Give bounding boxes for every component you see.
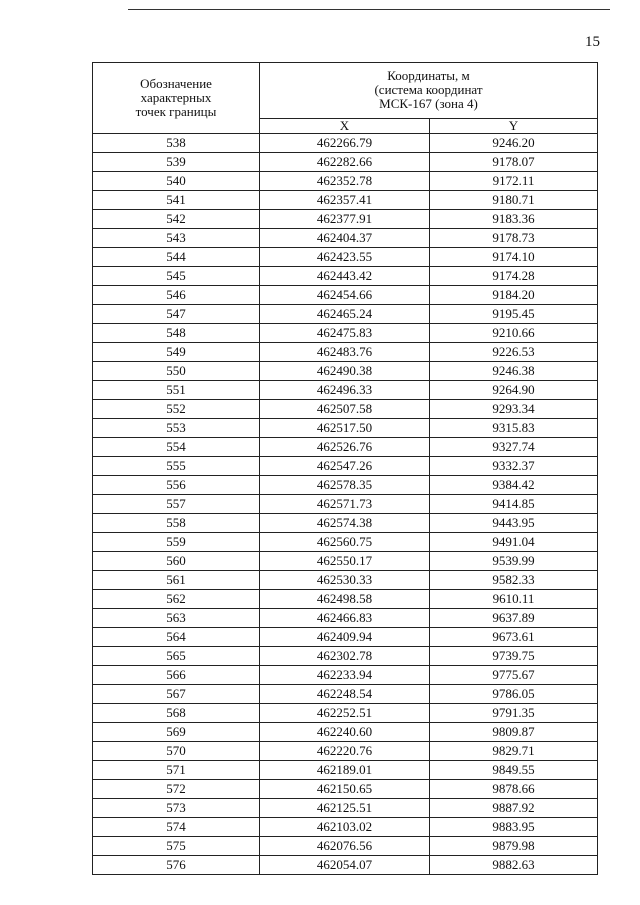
y-coordinate-cell: 9195.45: [430, 305, 598, 324]
point-id-cell: 572: [93, 780, 260, 799]
y-coordinate-cell: 9178.07: [430, 153, 598, 172]
table-row: [93, 704, 598, 723]
y-column-header: Y: [430, 118, 598, 133]
x-coordinate-cell: 462233.94: [260, 666, 430, 685]
y-coordinate-cell: 9184.20: [430, 286, 598, 305]
point-id-cell: 568: [93, 704, 260, 723]
point-id-cell: 553: [93, 419, 260, 438]
table-row: [93, 647, 598, 666]
coords-header-line: Координаты, м: [387, 68, 470, 84]
table-row: [93, 248, 598, 267]
point-id-cell: 566: [93, 666, 260, 685]
table-header: [93, 63, 598, 134]
table-row: [93, 362, 598, 381]
y-coordinate-cell: 9246.38: [430, 362, 598, 381]
x-coordinate-cell: 462466.83: [260, 609, 430, 628]
y-coordinate-cell: 9226.53: [430, 343, 598, 362]
y-coordinate-cell: 9264.90: [430, 381, 598, 400]
point-header-line: точек границы: [135, 104, 217, 119]
y-coordinate-cell: 9539.99: [430, 552, 598, 571]
y-coordinate-cell: 9883.95: [430, 818, 598, 837]
point-id-cell: 551: [93, 381, 260, 400]
point-id-cell: 548: [93, 324, 260, 343]
table-row: [93, 685, 598, 704]
point-id-cell: 545: [93, 267, 260, 286]
x-coordinate-cell: 462266.79: [260, 134, 430, 153]
point-id-cell: 557: [93, 495, 260, 514]
table-row: [93, 495, 598, 514]
x-column-header: X: [260, 118, 430, 133]
point-id-cell: 556: [93, 476, 260, 495]
top-rule: [128, 9, 610, 10]
y-coordinate-cell: 9183.36: [430, 210, 598, 229]
x-coordinate-cell: 462125.51: [260, 799, 430, 818]
y-coordinate-cell: 9246.20: [430, 134, 598, 153]
table-row: [93, 628, 598, 647]
y-coordinate-cell: 9887.92: [430, 799, 598, 818]
point-id-cell: 554: [93, 438, 260, 457]
x-coordinate-cell: 462423.55: [260, 248, 430, 267]
y-coordinate-cell: 9174.28: [430, 267, 598, 286]
x-coordinate-cell: 462443.42: [260, 267, 430, 286]
x-coordinate-cell: 462454.66: [260, 286, 430, 305]
y-coordinate-cell: 9210.66: [430, 324, 598, 343]
point-id-cell: 539: [93, 153, 260, 172]
x-coordinate-cell: 462475.83: [260, 324, 430, 343]
point-id-cell: 571: [93, 761, 260, 780]
coords-header-line: МСК-167 (зона 4): [379, 96, 478, 112]
y-coordinate-cell: 9414.85: [430, 495, 598, 514]
table-row: [93, 172, 598, 191]
table-row: [93, 210, 598, 229]
point-id-cell: 563: [93, 609, 260, 628]
y-coordinate-cell: 9809.87: [430, 723, 598, 742]
table-row: [93, 514, 598, 533]
table-row: [93, 343, 598, 362]
x-coordinate-cell: 462357.41: [260, 191, 430, 210]
y-coordinate-cell: 9739.75: [430, 647, 598, 666]
x-coordinate-cell: 462352.78: [260, 172, 430, 191]
point-id-cell: 549: [93, 343, 260, 362]
table-row: [93, 666, 598, 685]
y-coordinate-cell: 9673.61: [430, 628, 598, 647]
y-coordinate-cell: 9829.71: [430, 742, 598, 761]
x-coordinate-cell: 462550.17: [260, 552, 430, 571]
table-row: [93, 324, 598, 343]
table-row: [93, 476, 598, 495]
point-header-line: характерных: [140, 90, 212, 105]
y-coordinate-cell: 9879.98: [430, 837, 598, 856]
point-id-cell: 544: [93, 248, 260, 267]
table-row: [93, 286, 598, 305]
point-id-cell: 552: [93, 400, 260, 419]
table-row: [93, 191, 598, 210]
x-coordinate-cell: 462302.78: [260, 647, 430, 666]
x-coordinate-cell: 462220.76: [260, 742, 430, 761]
x-coordinate-cell: 462560.75: [260, 533, 430, 552]
point-id-cell: 564: [93, 628, 260, 647]
coordinates-column-header: [260, 63, 598, 119]
point-id-cell: 543: [93, 229, 260, 248]
table-row: [93, 229, 598, 248]
table-row: [93, 134, 598, 153]
point-id-cell: 569: [93, 723, 260, 742]
table-row: [93, 457, 598, 476]
table-row: [93, 419, 598, 438]
table-row: [93, 609, 598, 628]
y-coordinate-cell: 9315.83: [430, 419, 598, 438]
x-coordinate-cell: 462076.56: [260, 837, 430, 856]
point-id-cell: 559: [93, 533, 260, 552]
x-coordinate-cell: 462526.76: [260, 438, 430, 457]
table-row: [93, 552, 598, 571]
y-coordinate-cell: 9582.33: [430, 571, 598, 590]
table-row: [93, 305, 598, 324]
table-row: [93, 818, 598, 837]
point-id-cell: 547: [93, 305, 260, 324]
x-coordinate-cell: 462252.51: [260, 704, 430, 723]
x-coordinate-cell: 462404.37: [260, 229, 430, 248]
table-row: [93, 381, 598, 400]
table-row: [93, 799, 598, 818]
table-row: [93, 267, 598, 286]
table-row: [93, 837, 598, 856]
y-coordinate-cell: 9610.11: [430, 590, 598, 609]
y-coordinate-cell: 9180.71: [430, 191, 598, 210]
point-id-cell: 562: [93, 590, 260, 609]
y-coordinate-cell: 9443.95: [430, 514, 598, 533]
x-coordinate-cell: 462377.91: [260, 210, 430, 229]
x-coordinate-cell: 462409.94: [260, 628, 430, 647]
point-id-cell: 542: [93, 210, 260, 229]
y-coordinate-cell: 9178.73: [430, 229, 598, 248]
x-coordinate-cell: 462498.58: [260, 590, 430, 609]
point-id-cell: 576: [93, 856, 260, 875]
coords-header-line: (система координат: [374, 82, 483, 98]
table-row: [93, 856, 598, 875]
point-id-cell: 560: [93, 552, 260, 571]
y-coordinate-cell: 9637.89: [430, 609, 598, 628]
table-row: [93, 571, 598, 590]
table-row: [93, 153, 598, 172]
x-coordinate-cell: 462150.65: [260, 780, 430, 799]
x-coordinate-cell: 462517.50: [260, 419, 430, 438]
table-row: [93, 723, 598, 742]
point-id-cell: 540: [93, 172, 260, 191]
point-id-cell: 546: [93, 286, 260, 305]
table-row: [93, 400, 598, 419]
point-id-cell: 574: [93, 818, 260, 837]
y-coordinate-cell: 9172.11: [430, 172, 598, 191]
x-coordinate-cell: 462547.26: [260, 457, 430, 476]
x-coordinate-cell: 462507.58: [260, 400, 430, 419]
point-id-cell: 561: [93, 571, 260, 590]
x-coordinate-cell: 462571.73: [260, 495, 430, 514]
x-coordinate-cell: 462496.33: [260, 381, 430, 400]
y-coordinate-cell: 9332.37: [430, 457, 598, 476]
y-coordinate-cell: 9775.67: [430, 666, 598, 685]
y-coordinate-cell: 9882.63: [430, 856, 598, 875]
x-coordinate-cell: 462530.33: [260, 571, 430, 590]
point-id-cell: 567: [93, 685, 260, 704]
x-coordinate-cell: 462054.07: [260, 856, 430, 875]
point-id-cell: 555: [93, 457, 260, 476]
y-coordinate-cell: 9786.05: [430, 685, 598, 704]
point-id-cell: 538: [93, 134, 260, 153]
x-coordinate-cell: 462103.02: [260, 818, 430, 837]
table-body: [93, 134, 598, 875]
table-row: [93, 533, 598, 552]
point-id-cell: 558: [93, 514, 260, 533]
page-number: 15: [585, 34, 600, 50]
point-id-cell: 575: [93, 837, 260, 856]
x-coordinate-cell: 462578.35: [260, 476, 430, 495]
x-coordinate-cell: 462282.66: [260, 153, 430, 172]
y-coordinate-cell: 9293.34: [430, 400, 598, 419]
x-coordinate-cell: 462465.24: [260, 305, 430, 324]
y-coordinate-cell: 9384.42: [430, 476, 598, 495]
x-coordinate-cell: 462483.76: [260, 343, 430, 362]
point-id-cell: 573: [93, 799, 260, 818]
point-id-cell: 541: [93, 191, 260, 210]
table-row: [93, 761, 598, 780]
x-coordinate-cell: 462248.54: [260, 685, 430, 704]
y-coordinate-cell: 9849.55: [430, 761, 598, 780]
point-id-cell: 570: [93, 742, 260, 761]
point-id-cell: 565: [93, 647, 260, 666]
coordinates-table: [92, 62, 598, 875]
point-id-cell: 550: [93, 362, 260, 381]
y-coordinate-cell: 9791.35: [430, 704, 598, 723]
x-coordinate-cell: 462490.38: [260, 362, 430, 381]
point-header-line: Обозначение: [140, 76, 212, 91]
table-row: [93, 590, 598, 609]
x-coordinate-cell: 462240.60: [260, 723, 430, 742]
y-coordinate-cell: 9491.04: [430, 533, 598, 552]
table-row: [93, 742, 598, 761]
table-row: [93, 780, 598, 799]
x-coordinate-cell: 462574.38: [260, 514, 430, 533]
x-coordinate-cell: 462189.01: [260, 761, 430, 780]
y-coordinate-cell: 9878.66: [430, 780, 598, 799]
y-coordinate-cell: 9174.10: [430, 248, 598, 267]
table-row: [93, 438, 598, 457]
y-coordinate-cell: 9327.74: [430, 438, 598, 457]
point-column-header: [93, 63, 260, 134]
